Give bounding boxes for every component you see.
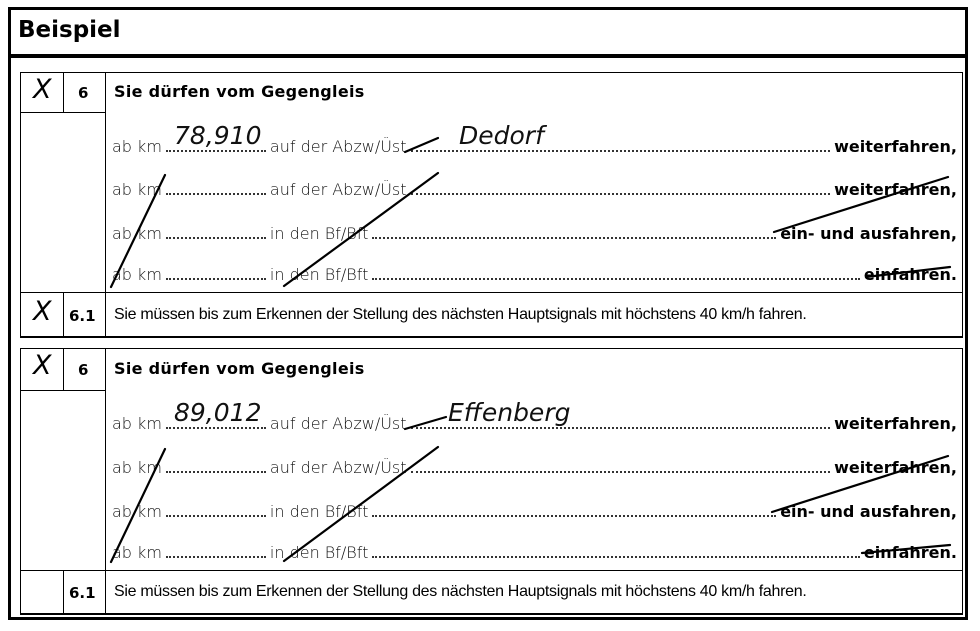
block-2-frame <box>20 348 963 615</box>
action: weiterfahren, <box>834 137 957 156</box>
prefix: ab km <box>112 414 162 433</box>
middle: in den Bf/Bft <box>269 502 369 521</box>
middle: in den Bf/Bft <box>269 265 369 284</box>
check-mark: X <box>33 350 52 381</box>
handwritten-place: Effenberg <box>448 398 571 427</box>
action: ein- und ausfahren, <box>780 502 957 521</box>
handwritten-place: Dedorf <box>459 121 544 150</box>
middle: auf der Abzw/Üst <box>269 180 407 199</box>
prefix: ab km <box>112 137 162 156</box>
sub-text: Sie müssen bis zum Erkennen der Stellung des nächsten Hauptsignals mit höchstens 40 km/h fahren. <box>114 306 807 323</box>
title-bar <box>8 7 968 58</box>
action: ein- und ausfahren, <box>780 224 957 243</box>
sub-number: 6.1 <box>69 307 96 325</box>
prefix: ab km <box>112 180 162 199</box>
prefix: ab km <box>112 265 162 284</box>
sub-number: 6.1 <box>69 584 96 602</box>
item-number: 6 <box>78 361 89 379</box>
handwritten-km: 78,910 <box>174 121 262 150</box>
handwritten-km: 89,012 <box>174 398 262 427</box>
block-1-frame <box>20 72 963 338</box>
middle: auf der Abzw/Üst <box>269 414 407 433</box>
page-title: Beispiel <box>18 17 121 43</box>
prefix: ab km <box>112 458 162 477</box>
middle: auf der Abzw/Üst <box>269 137 407 156</box>
middle: in den Bf/Bft <box>269 224 369 243</box>
check-mark: X <box>33 296 52 327</box>
action: weiterfahren, <box>834 458 957 477</box>
prefix: ab km <box>112 543 162 562</box>
item-number: 6 <box>78 84 89 102</box>
middle: auf der Abzw/Üst <box>269 458 407 477</box>
prefix: ab km <box>112 502 162 521</box>
prefix: ab km <box>112 224 162 243</box>
check-mark: X <box>33 74 52 105</box>
action: einfahren. <box>863 265 957 284</box>
action: einfahren. <box>863 543 957 562</box>
action: weiterfahren, <box>834 414 957 433</box>
item-heading: Sie dürfen vom Gegengleis <box>114 359 365 378</box>
item-heading: Sie dürfen vom Gegengleis <box>114 82 365 101</box>
middle: in den Bf/Bft <box>269 543 369 562</box>
sub-text: Sie müssen bis zum Erkennen der Stellung des nächsten Hauptsignals mit höchstens 40 km/h fahren. <box>114 583 807 600</box>
action: weiterfahren, <box>834 180 957 199</box>
